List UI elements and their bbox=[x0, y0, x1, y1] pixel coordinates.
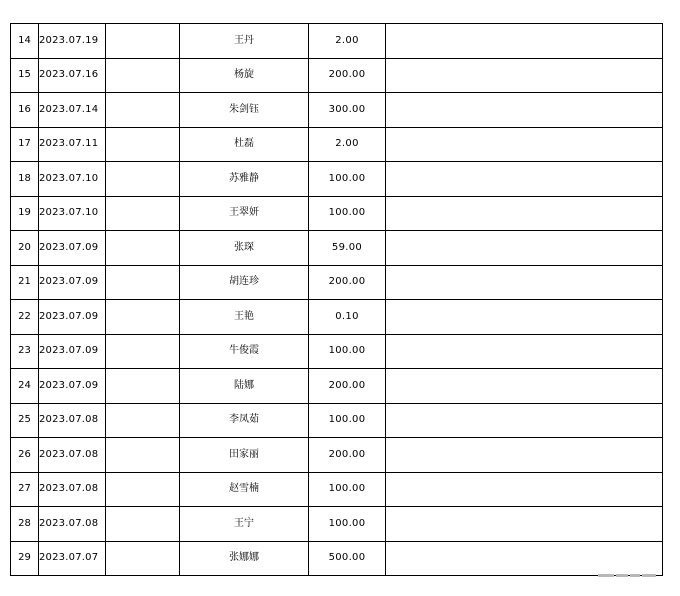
name-cell: 胡连珍 bbox=[180, 265, 309, 300]
amount-cell: 0.10 bbox=[309, 300, 386, 335]
table-row bbox=[11, 472, 663, 507]
row-number-cell: 16 bbox=[11, 93, 39, 128]
empty-cell bbox=[106, 507, 180, 542]
table-row bbox=[11, 300, 663, 335]
name-cell: 王丹 bbox=[180, 24, 309, 59]
row-number-cell: 28 bbox=[11, 507, 39, 542]
note-cell bbox=[386, 438, 663, 473]
empty-cell bbox=[106, 300, 180, 335]
row-number-cell: 23 bbox=[11, 334, 39, 369]
note-cell bbox=[386, 127, 663, 162]
row-number-cell: 21 bbox=[11, 265, 39, 300]
date-cell: 2023.07.09 bbox=[39, 300, 106, 335]
row-number-cell: 26 bbox=[11, 438, 39, 473]
table-row bbox=[11, 265, 663, 300]
table-row bbox=[11, 403, 663, 438]
amount-cell: 200.00 bbox=[309, 438, 386, 473]
date-cell: 2023.07.14 bbox=[39, 93, 106, 128]
empty-cell bbox=[106, 58, 180, 93]
empty-cell bbox=[106, 438, 180, 473]
amount-cell: 100.00 bbox=[309, 403, 386, 438]
row-number-cell: 25 bbox=[11, 403, 39, 438]
empty-cell bbox=[106, 127, 180, 162]
amount-cell: 200.00 bbox=[309, 265, 386, 300]
amount-cell: 100.00 bbox=[309, 162, 386, 197]
note-cell bbox=[386, 265, 663, 300]
empty-cell bbox=[106, 541, 180, 576]
amount-cell: 100.00 bbox=[309, 334, 386, 369]
table-row bbox=[11, 58, 663, 93]
empty-cell bbox=[106, 231, 180, 266]
row-number-cell: 27 bbox=[11, 472, 39, 507]
note-cell bbox=[386, 196, 663, 231]
ledger-table-body bbox=[11, 24, 663, 576]
name-cell: 李凤茹 bbox=[180, 403, 309, 438]
table-row bbox=[11, 231, 663, 266]
empty-cell bbox=[106, 265, 180, 300]
row-number-cell: 17 bbox=[11, 127, 39, 162]
name-cell: 杜磊 bbox=[180, 127, 309, 162]
date-cell: 2023.07.08 bbox=[39, 438, 106, 473]
note-cell bbox=[386, 231, 663, 266]
empty-cell bbox=[106, 196, 180, 231]
name-cell: 王翠妍 bbox=[180, 196, 309, 231]
date-cell: 2023.07.16 bbox=[39, 58, 106, 93]
name-cell: 牛俊霞 bbox=[180, 334, 309, 369]
table-row bbox=[11, 93, 663, 128]
name-cell: 王艳 bbox=[180, 300, 309, 335]
amount-cell: 2.00 bbox=[309, 24, 386, 59]
faded-corner-mark bbox=[598, 574, 662, 578]
note-cell bbox=[386, 162, 663, 197]
donation-ledger bbox=[10, 23, 662, 576]
ledger-table bbox=[10, 23, 663, 576]
empty-cell bbox=[106, 472, 180, 507]
note-cell bbox=[386, 334, 663, 369]
amount-cell: 100.00 bbox=[309, 507, 386, 542]
empty-cell bbox=[106, 403, 180, 438]
name-cell: 朱剑钰 bbox=[180, 93, 309, 128]
amount-cell: 100.00 bbox=[309, 472, 386, 507]
name-cell: 苏雅静 bbox=[180, 162, 309, 197]
table-row bbox=[11, 127, 663, 162]
row-number-cell: 22 bbox=[11, 300, 39, 335]
date-cell: 2023.07.10 bbox=[39, 162, 106, 197]
note-cell bbox=[386, 24, 663, 59]
row-number-cell: 19 bbox=[11, 196, 39, 231]
date-cell: 2023.07.08 bbox=[39, 472, 106, 507]
table-row bbox=[11, 369, 663, 404]
amount-cell: 100.00 bbox=[309, 196, 386, 231]
note-cell bbox=[386, 300, 663, 335]
amount-cell: 59.00 bbox=[309, 231, 386, 266]
empty-cell bbox=[106, 369, 180, 404]
note-cell bbox=[386, 93, 663, 128]
amount-cell: 200.00 bbox=[309, 58, 386, 93]
amount-cell: 2.00 bbox=[309, 127, 386, 162]
row-number-cell: 24 bbox=[11, 369, 39, 404]
date-cell: 2023.07.08 bbox=[39, 507, 106, 542]
row-number-cell: 29 bbox=[11, 541, 39, 576]
table-row bbox=[11, 24, 663, 59]
row-number-cell: 15 bbox=[11, 58, 39, 93]
name-cell: 陆娜 bbox=[180, 369, 309, 404]
table-row bbox=[11, 541, 663, 576]
empty-cell bbox=[106, 162, 180, 197]
table-row bbox=[11, 507, 663, 542]
date-cell: 2023.07.09 bbox=[39, 231, 106, 266]
name-cell: 王宁 bbox=[180, 507, 309, 542]
table-row bbox=[11, 162, 663, 197]
date-cell: 2023.07.10 bbox=[39, 196, 106, 231]
date-cell: 2023.07.11 bbox=[39, 127, 106, 162]
table-row bbox=[11, 196, 663, 231]
name-cell: 张琛 bbox=[180, 231, 309, 266]
empty-cell bbox=[106, 93, 180, 128]
date-cell: 2023.07.08 bbox=[39, 403, 106, 438]
note-cell bbox=[386, 369, 663, 404]
note-cell bbox=[386, 541, 663, 576]
amount-cell: 200.00 bbox=[309, 369, 386, 404]
note-cell bbox=[386, 58, 663, 93]
table-row bbox=[11, 334, 663, 369]
date-cell: 2023.07.09 bbox=[39, 265, 106, 300]
row-number-cell: 20 bbox=[11, 231, 39, 266]
name-cell: 田家丽 bbox=[180, 438, 309, 473]
empty-cell bbox=[106, 24, 180, 59]
note-cell bbox=[386, 472, 663, 507]
name-cell: 赵雪楠 bbox=[180, 472, 309, 507]
amount-cell: 500.00 bbox=[309, 541, 386, 576]
table-row bbox=[11, 438, 663, 473]
amount-cell: 300.00 bbox=[309, 93, 386, 128]
date-cell: 2023.07.09 bbox=[39, 369, 106, 404]
name-cell: 张娜娜 bbox=[180, 541, 309, 576]
date-cell: 2023.07.07 bbox=[39, 541, 106, 576]
name-cell: 杨旋 bbox=[180, 58, 309, 93]
empty-cell bbox=[106, 334, 180, 369]
row-number-cell: 18 bbox=[11, 162, 39, 197]
note-cell bbox=[386, 403, 663, 438]
date-cell: 2023.07.09 bbox=[39, 334, 106, 369]
row-number-cell: 14 bbox=[11, 24, 39, 59]
date-cell: 2023.07.19 bbox=[39, 24, 106, 59]
note-cell bbox=[386, 507, 663, 542]
